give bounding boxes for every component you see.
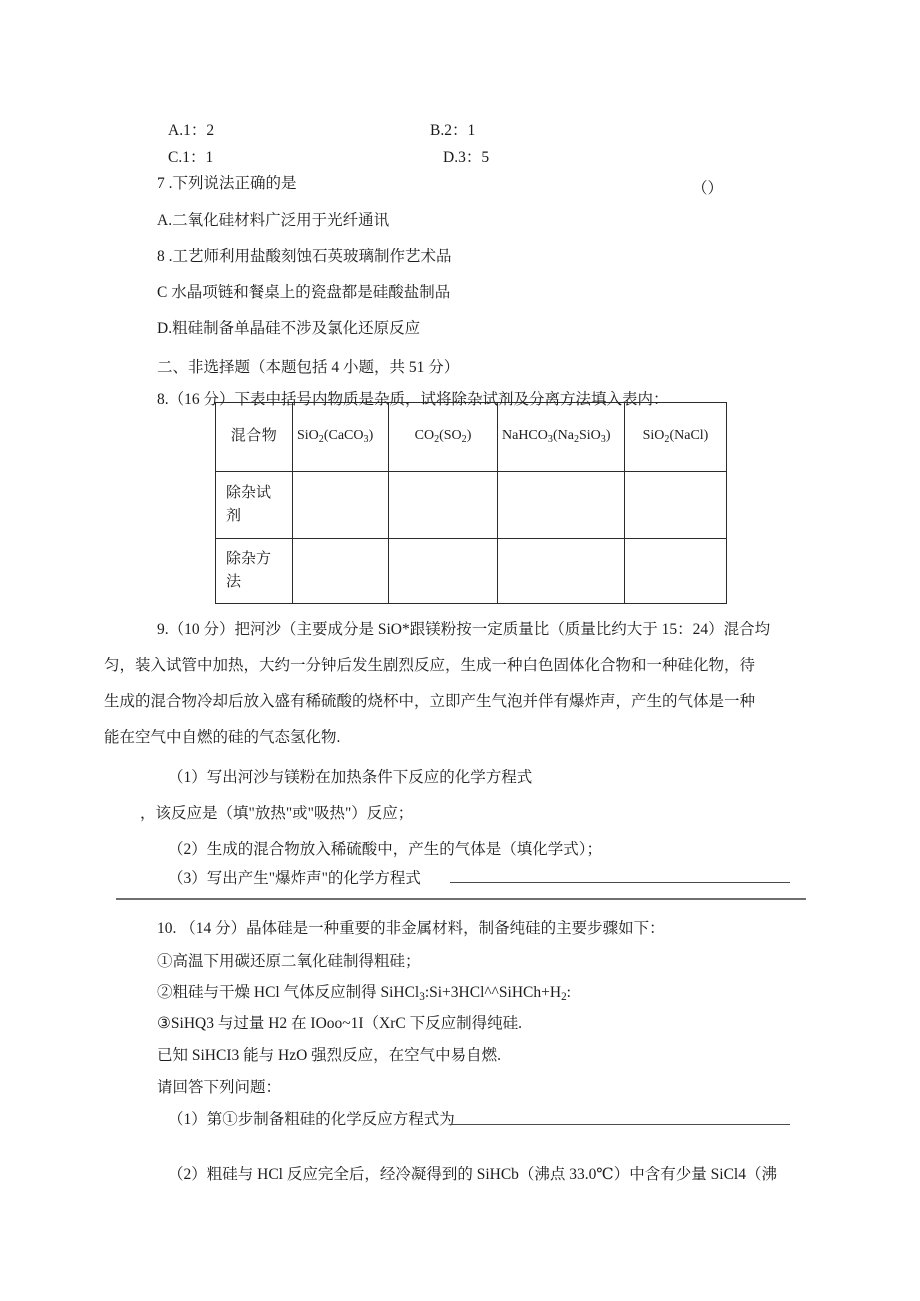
question-9-sub-3: （3）写出产生"爆炸声"的化学方程式 bbox=[168, 870, 421, 887]
table-header-nahco3-na2sio3: $NaHCO_3(Na_2SiO_3)$ bbox=[498, 403, 625, 472]
question-10-stem: 10. （14 分）晶体硅是一种重要的非金属材料，制备纯硅的主要步骤如下： bbox=[157, 920, 665, 937]
question-9-line-4: 能在空气中自燃的硅的气态氢化物. bbox=[104, 729, 341, 746]
table-header-mixture: 混合物 bbox=[216, 403, 293, 472]
table-header-sio2-caco3: SiO$_2$(CaCO$_3$) bbox=[293, 403, 389, 472]
question-7-option-c: C 水晶项链和餐桌上的瓷盘都是硅酸盐制品 bbox=[157, 284, 451, 301]
section-divider bbox=[116, 898, 806, 900]
question-10-step-2: ②粗硅与干燥 HCl 气体反应制得 $SiHCl_3:Si+3HCl\^{}\^{}SiHCh+H_2$: bbox=[157, 984, 571, 1004]
question-8-stem: 8.（16 分）下表中括号内物质是杂质，试将除杂试剂及分离方法填入表内： bbox=[157, 391, 669, 408]
table-header-co2-so2: $CO_2(SO_2)$ bbox=[389, 403, 498, 472]
question-10-sub-2: （2）粗硅与 HCl 反应完全后，经冷凝得到的 SiHCb（沸点 33.0℃）中含有少量 SiCl4（沸 bbox=[168, 1166, 777, 1183]
table-header-row bbox=[216, 403, 727, 472]
option-d: D.3：5 bbox=[443, 149, 490, 166]
question-9-line-3: 生成的混合物冷却后放入盛有稀硫酸的烧杯中，立即产生气泡并伴有爆炸声，产生的气体是一种 bbox=[104, 693, 756, 710]
question-9-sub-3-answer-blank[interactable] bbox=[450, 882, 790, 883]
answer-cell[interactable] bbox=[625, 539, 727, 604]
question-7-answer-blank: （） bbox=[692, 180, 724, 197]
table-header-sio2-nacl: SiO$_2$(NaCl) bbox=[625, 403, 727, 472]
row-header-method: 除杂方 法 bbox=[216, 539, 293, 604]
question-10-step-1: ①高温下用碳还原二氧化硅制得粗硅； bbox=[157, 953, 421, 970]
question-9-sub-1: （1）写出河沙与镁粉在加热条件下反应的化学方程式 bbox=[168, 769, 533, 786]
question-10-known-condition: 已知 SiHCI3 能与 HzO 强烈反应，在空气中易自燃. bbox=[157, 1047, 502, 1064]
section-2-heading: 二、非选择题（本题包括 4 小题，共 51 分） bbox=[157, 359, 460, 376]
answer-cell[interactable] bbox=[498, 472, 625, 539]
question-10-answer-prompt: 请回答下列问题： bbox=[157, 1079, 282, 1096]
question-9-sub-2: （2）生成的混合物放入稀硫酸中，产生的气体是（填化学式）； bbox=[168, 841, 603, 858]
question-9-line-2: 匀，装入试管中加热，大约一分钟后发生剧烈反应，生成一种白色固体化合物和一种硅化物，待 bbox=[104, 657, 756, 674]
question-9-line-1: 9.（10 分）把河沙（主要成分是 SiO*跟镁粉按一定质量比（质量比约大于 15：24）混合均 bbox=[157, 621, 771, 638]
question-7-option-b: 8 .工艺师利用盐酸刻蚀石英玻璃制作艺术品 bbox=[157, 248, 452, 265]
question-8-table-wrapper bbox=[215, 402, 727, 604]
option-a: A.1：2 bbox=[168, 122, 215, 139]
row-header-reagent: 除杂试 剂 bbox=[216, 472, 293, 539]
question-10-sub-1-answer-blank[interactable] bbox=[450, 1124, 790, 1125]
question-7-option-a: A.二氧化硅材料广泛用于光纤通讯 bbox=[157, 212, 390, 229]
question-7-option-d: D.粗硅制备单晶硅不涉及氯化还原反应 bbox=[157, 320, 421, 337]
question-10-step-3: ③SiHQ3 与过量 H2 在 IOoo~1I（XrC 下反应制得纯硅. bbox=[157, 1015, 523, 1032]
table-row-reagent bbox=[216, 472, 727, 539]
question-9-sub-1-cont: ，该反应是（填"放热"或"吸热"）反应； bbox=[140, 805, 414, 822]
answer-cell[interactable] bbox=[389, 539, 498, 604]
option-b: B.2：1 bbox=[430, 122, 476, 139]
answer-cell[interactable] bbox=[389, 472, 498, 539]
table-row-method bbox=[216, 539, 727, 604]
answer-cell[interactable] bbox=[498, 539, 625, 604]
answer-cell[interactable] bbox=[293, 539, 389, 604]
answer-cell[interactable] bbox=[293, 472, 389, 539]
answer-cell[interactable] bbox=[625, 472, 727, 539]
option-c: C.1：1 bbox=[168, 149, 214, 166]
question-10-sub-1: （1）第①步制备粗硅的化学反应方程式为 bbox=[168, 1111, 455, 1128]
question-7-stem: 7 .下列说法正确的是 bbox=[157, 175, 297, 192]
impurity-removal-table bbox=[215, 402, 727, 604]
